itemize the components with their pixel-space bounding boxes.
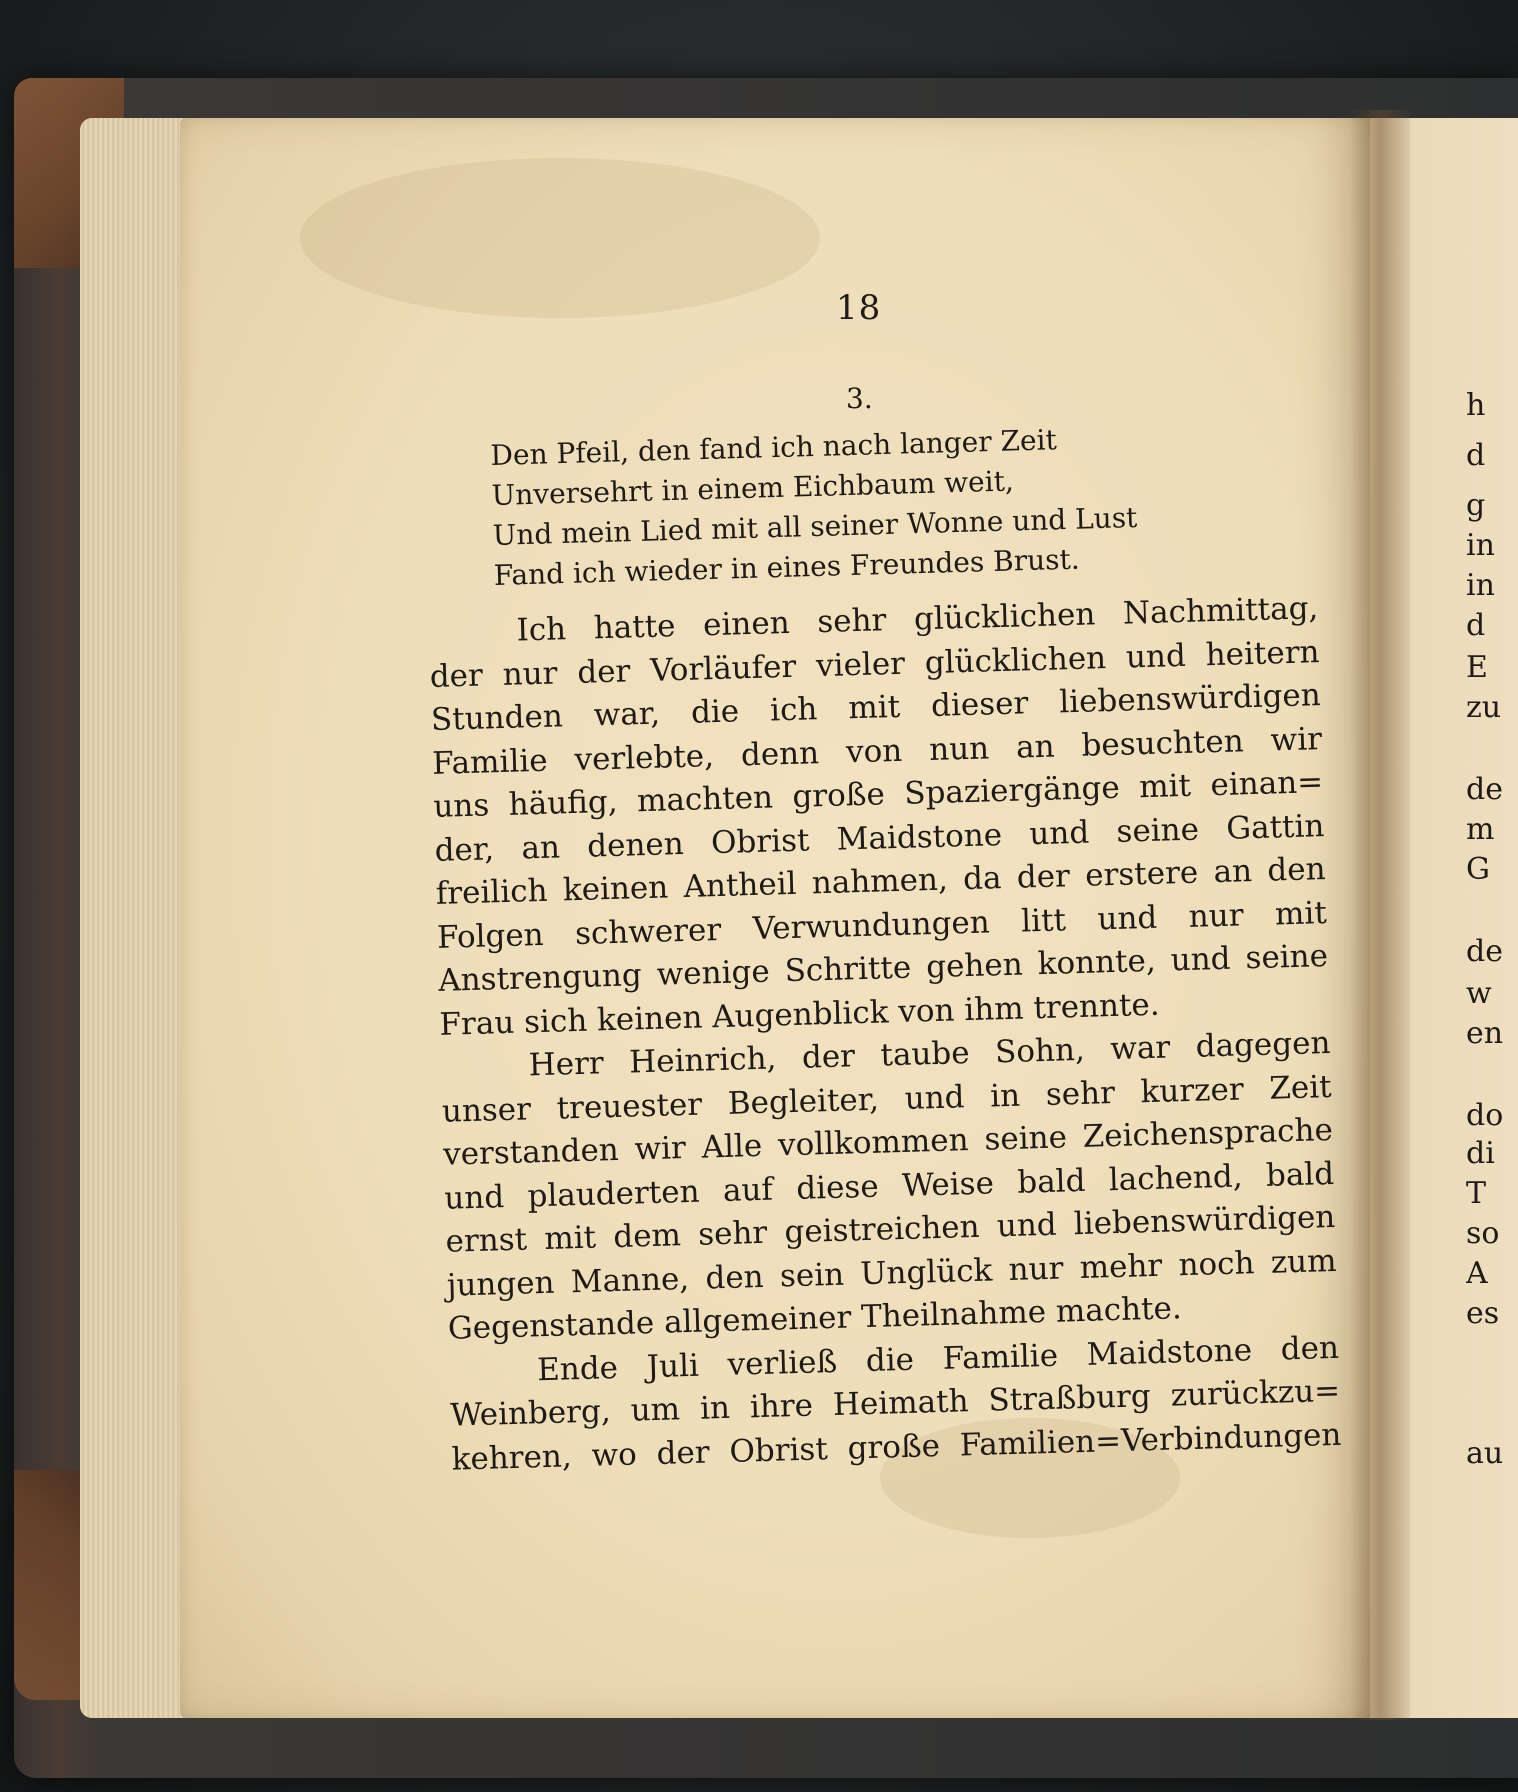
fragment: E [1466,650,1488,685]
verse-line: Unversehrt in einem Eichbaum weit, [491,464,1015,512]
fragment: en [1466,1016,1504,1051]
text-line: unser treuester Begleiter, und in sehr kurzer Zeit [441,1068,1333,1130]
text-line: Ende Juli verließ die Familie Maidstone den [536,1329,1340,1388]
verse-block [490,416,1214,596]
fragment: g [1466,488,1486,523]
paragraph [440,1022,1338,1351]
fragment: de [1466,772,1503,807]
text-line: Ich hatte einen sehr glücklichen Nachmittag, [516,590,1319,649]
fragment: zu [1466,690,1502,725]
text-line: freilich keinen Antheil nahmen, da der erstere an den [435,851,1327,912]
fragment: A [1466,1256,1488,1291]
text-line: Herr Heinrich, der taube Sohn, war dagegen [528,1024,1331,1084]
text-line: der, an denen Obrist Maidstone und seine Gattin [434,807,1325,869]
verse-line: Den Pfeil, den fand ich nach langer Zeit [490,423,1058,472]
text-line: verstanden wir Alle vollkommen seine Zeichensprache [442,1111,1334,1173]
fragment: au [1466,1436,1504,1471]
stanza-number: 3. [846,382,873,415]
fragment: G [1466,852,1490,887]
paragraph [428,587,1330,1047]
fragment: d [1466,438,1486,473]
fragment: de [1466,934,1503,969]
fragment: es [1466,1296,1500,1331]
text-line: jungen Manne, den sein Unglück nur mehr noch zum [446,1242,1337,1304]
text-line: Folgen schwerer Verwundungen litt und nur mit [436,894,1328,956]
right-page-fragments [1466,388,1518,1488]
text-line: und plauderten auf diese Weise bald lachend, bald [443,1155,1335,1217]
fragment: w [1466,976,1492,1011]
fragment: do [1466,1098,1504,1133]
fragment: m [1466,812,1495,847]
text-line: Familie verlebte, denn von nun an besuchten wir [431,720,1323,782]
text-line: kehren, wo der Obrist große Familien=Verbindungen [451,1416,1342,1478]
text-line: Frau sich keinen Augenblick von ihm trennte. [439,986,1161,1043]
fragment: h [1466,388,1486,423]
verse-line: Und mein Lied mit all seiner Wonne und Lust [492,500,1138,552]
fragment: d [1466,608,1486,643]
text-line: Anstrengung wenige Schritte gehen konnte, und seine [437,938,1329,999]
body-text [428,587,1342,1482]
fragment: so [1466,1216,1500,1251]
text-line: Stunden war, die ich mit dieser liebenswürdigen [430,677,1322,738]
fragment: di [1466,1136,1495,1171]
fragment: T [1466,1176,1487,1211]
text-line: Weinberg, um in ihre Heimath Straßburg zurückzu= [449,1372,1341,1434]
verse-line: Fand ich wieder in eines Freundes Brust. [493,542,1081,592]
text-line: der nur der Vorläufer vieler glücklichen und heitern [429,633,1320,695]
text-line: uns häufig, machten große Spaziergänge mit einan= [432,764,1324,825]
text-line: ernst mit dem sehr geistreichen und liebenswürdigen [445,1198,1336,1260]
fragment: in [1466,568,1495,603]
paragraph [449,1326,1342,1481]
fragment: in [1466,528,1495,563]
text-line: Gegenstande allgemeiner Theilnahme machte. [447,1290,1183,1347]
page-number: 18 [836,288,882,328]
